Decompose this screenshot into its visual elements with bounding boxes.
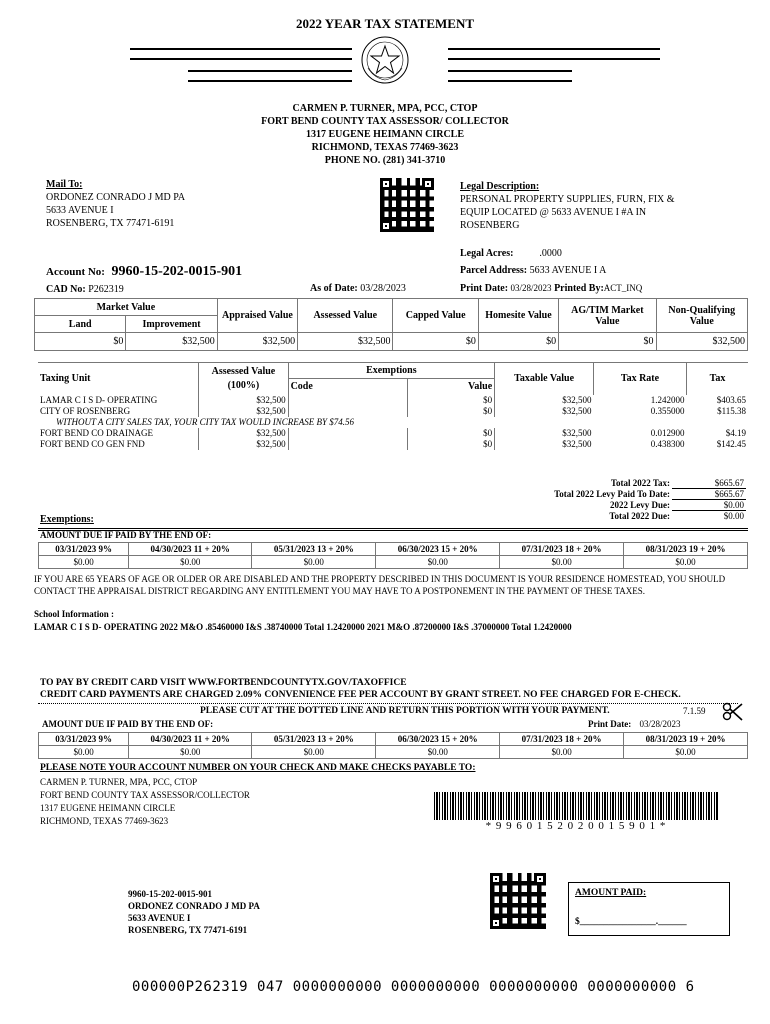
texas-seal-icon bbox=[360, 34, 410, 86]
payment-barcode bbox=[434, 792, 718, 820]
tax-table: Taxing Unit Assessed Value (100%) Exemptions Taxable Value Tax Rate Tax Code Value LAMAR C I S D- OPERATING $32,500 $0 $32,500 1.242000 $403.65 CITY OF ROSENBERG $32,500 $0 $32,500 0.355000 $115.38 WITHOUT A CITY SALES TAX, YOUR CITY TAX WOULD INCREASE BY $74.56 FORT BEND CO DRAINAGE $32,500 $0 $32,500 0.012900 $4.19 FORT BEND CO GEN FND $32,500 $0 $32,500 0.438300 $142.45 bbox=[38, 362, 748, 450]
amount-due-table: 03/31/2023 9% 04/30/2023 11 + 20% 05/31/2023 13 + 20% 06/30/2023 15 + 20% 07/31/2023 18 + 20% 08/31/2023 19 + 20% $0.00 $0.00 $0.00 $0.00 $0.00 $0.00 bbox=[38, 542, 748, 569]
legal-description: Legal Description: PERSONAL PROPERTY SUPPLIES, FURN, FIX & EQUIP LOCATED @ 5633 AVENUE I #A IN ROSENBERG bbox=[460, 181, 675, 231]
parcel-address: Parcel Address: 5633 AVENUE I A bbox=[460, 265, 607, 276]
ocr-scan-line: 000000P262319 047 0000000000 0000000000 0000000000 0000000000 6 bbox=[132, 979, 695, 995]
page-title: 2022 YEAR TAX STATEMENT bbox=[295, 16, 475, 31]
values-table: Market Value Appraised Value Assessed Value Capped Value Homesite Value AG/TIM Market Value Non-Qualifying Value Land Improvement $0 $32,500 $32,500 $32,500 $0 $0 $0 $32,500 bbox=[34, 298, 748, 351]
payable-address: CARMEN P. TURNER, MPA, PCC, CTOP FORT BEND COUNTY TAX ASSESSOR/COLLECTOR 1317 EUGENE HEIMANN CIRCLE RICHMOND, TEXAS 77469-3623 bbox=[40, 777, 250, 826]
amount-paid-label: AMOUNT PAID: bbox=[575, 888, 647, 898]
nonqual-value: $32,500 bbox=[656, 333, 747, 351]
stub-amount-due-table: 03/31/2023 9% 04/30/2023 11 + 20% 05/31/2023 13 + 20% 06/30/2023 15 + 20% 07/31/2023 18 + 20% 08/31/2023 19 + 20% $0.00 $0.00 $0.00 $0.00 $0.00 $0.00 bbox=[38, 732, 748, 759]
scissors-icon bbox=[722, 702, 744, 722]
tax-row: LAMAR C I S D- OPERATING $32,500 $0 $32,500 1.242000 $403.65 bbox=[40, 394, 746, 405]
stub-mailing-address: 9960-15-202-0015-901 ORDONEZ CONRADO J MD PA 5633 AVENUE I ROSENBERG, TX 77471-6191 bbox=[128, 889, 260, 935]
tax-row: FORT BEND CO GEN FND $32,500 $0 $32,500 0.438300 $142.45 bbox=[40, 438, 746, 449]
city-tax-note: WITHOUT A CITY SALES TAX, YOUR CITY TAX WOULD INCREASE BY $74.56 bbox=[56, 416, 354, 427]
exemptions-label: Exemptions: bbox=[40, 514, 94, 525]
print-date: Print Date: 03/28/2023 Printed By:ACT_INQ bbox=[460, 283, 643, 294]
capped-value: $0 bbox=[393, 333, 478, 351]
cad-number: CAD No: P262319 bbox=[46, 284, 124, 295]
cut-line bbox=[38, 703, 738, 704]
tax-row: CITY OF ROSENBERG $32,500 $0 $32,500 0.355000 $115.38 bbox=[40, 405, 746, 416]
cut-instructions: PLEASE CUT AT THE DOTTED LINE AND RETURN THIS PORTION WITH YOUR PAYMENT. bbox=[200, 706, 610, 716]
legal-acres: Legal Acres: .0000 bbox=[460, 248, 562, 259]
amount-paid-line: $________________.______ bbox=[575, 917, 687, 927]
office-address: CARMEN P. TURNER, MPA, PCC, CTOP FORT BEND COUNTY TAX ASSESSOR/ COLLECTOR 1317 EUGENE HEIMANN CIRCLE RICHMOND, TEXAS 77469-3623 PHONE NO. (281) 341-3710 bbox=[261, 103, 509, 166]
version: 7.1.59 bbox=[683, 706, 706, 716]
credit-card-link: TO PAY BY CREDIT CARD VISIT WWW.FORTBENDCOUNTYTX.GOV/TAXOFFICE bbox=[40, 678, 407, 688]
divider bbox=[188, 70, 352, 82]
stub-print-date: Print Date: 03/28/2023 bbox=[588, 719, 681, 729]
divider bbox=[448, 48, 660, 60]
land-value: $0 bbox=[35, 333, 126, 351]
totals: Total 2022 Tax: $665.67 Total 2022 Levy Paid To Date: $665.67 2022 Levy Due: $0.00 Total 2022 Due: $0.00 bbox=[554, 478, 744, 521]
school-info: LAMAR C I S D- OPERATING 2022 M&O .85460000 I&S .38740000 Total 1.2420000 2021 M&O .87200000 I&S .37000000 Total 1.2420000 bbox=[34, 622, 572, 632]
due-caption: AMOUNT DUE IF PAID BY THE END OF: bbox=[40, 530, 212, 540]
amount-paid-box[interactable] bbox=[568, 882, 730, 936]
postponement-notice: IF YOU ARE 65 YEARS OF AGE OR OLDER OR ARE DISABLED AND THE PROPERTY DESCRIBED IN THIS DOCUMENT IS YOUR RESIDENCE HOMESTEAD, YOU SHOULD CONTACT THE APPRAISAL DISTRICT REGARDING ANY ENTITLEMENT YOU MAY HAVE TO A POSTPONEMENT IN THE PAYMENT OF THESE TAXES. bbox=[34, 574, 726, 596]
divider bbox=[448, 70, 572, 82]
school-label: School Information : bbox=[34, 609, 115, 619]
agtim-value: $0 bbox=[559, 333, 656, 351]
barcode-text: * 9 9 6 0 1 5 2 0 2 0 0 1 5 9 0 1 * bbox=[485, 820, 667, 832]
payable-note: PLEASE NOTE YOUR ACCOUNT NUMBER ON YOUR CHECK AND MAKE CHECKS PAYABLE TO: bbox=[40, 763, 476, 773]
stub-due-caption: AMOUNT DUE IF PAID BY THE END OF: bbox=[42, 719, 214, 729]
stub-qr-code bbox=[490, 873, 546, 929]
divider bbox=[130, 48, 352, 60]
as-of-date: As of Date: 03/28/2023 bbox=[310, 283, 406, 294]
homesite-value: $0 bbox=[478, 333, 558, 351]
appraised-value: $32,500 bbox=[217, 333, 297, 351]
tax-row: FORT BEND CO DRAINAGE $32,500 $0 $32,500 0.012900 $4.19 bbox=[40, 427, 746, 438]
assessed-value: $32,500 bbox=[298, 333, 393, 351]
credit-card-fee: CREDIT CARD PAYMENTS ARE CHARGED 2.09% CONVENIENCE FEE PER ACCOUNT BY GRANT STREET. NO FEE CHARGED FOR E-CHECK. bbox=[40, 690, 681, 700]
qr-code bbox=[380, 178, 434, 232]
improvement-value: $32,500 bbox=[126, 333, 217, 351]
account-number: Account No: 9960-15-202-0015-901 bbox=[46, 264, 243, 279]
mail-to: Mail To: ORDONEZ CONRADO J MD PA 5633 AVENUE I ROSENBERG, TX 77471-6191 bbox=[46, 179, 186, 229]
